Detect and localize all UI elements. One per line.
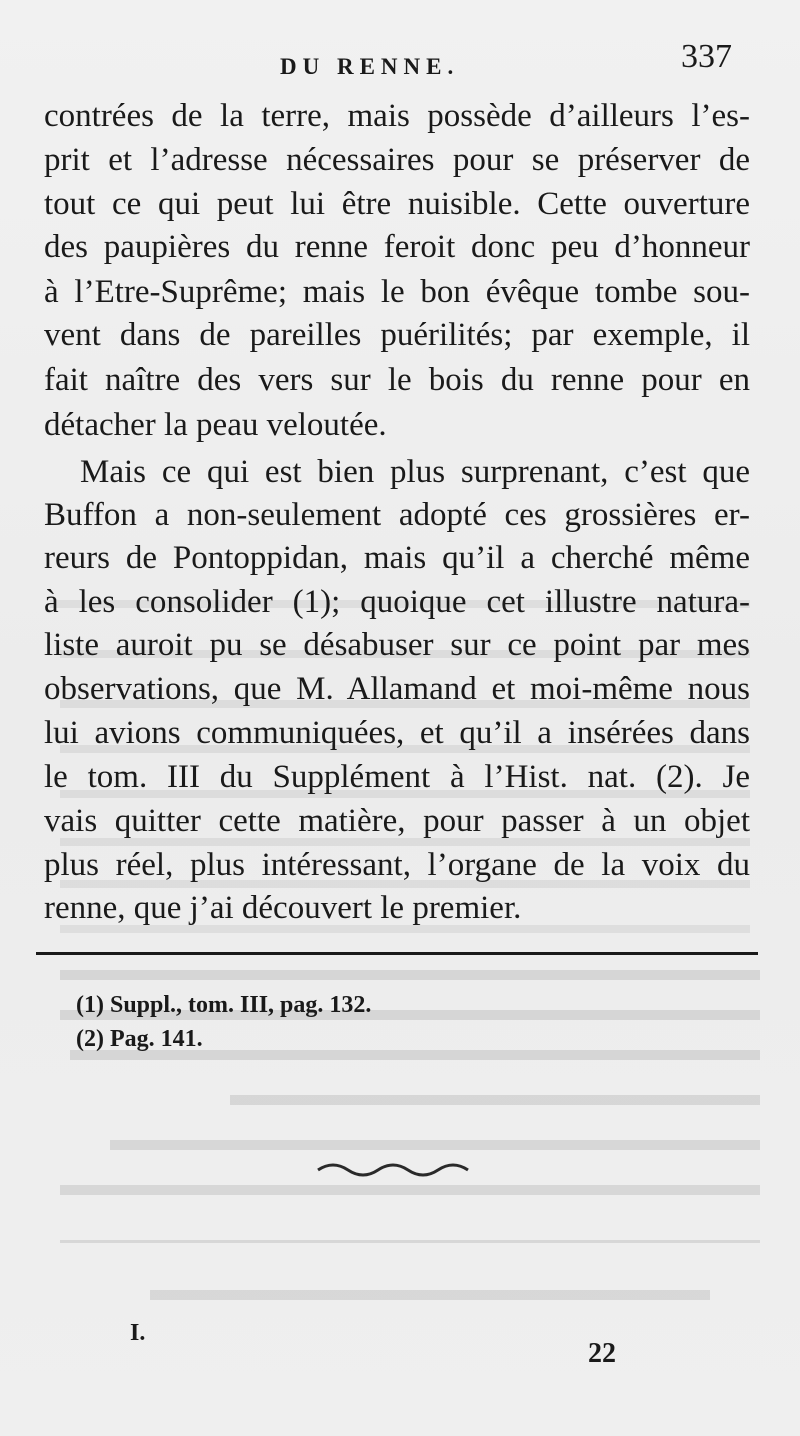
body-line: prit et l’adresse nécessaires pour se préserver de	[44, 142, 750, 178]
footnote-rule	[36, 952, 758, 955]
body-line: vais quitter cette matière, pour passer à un objet	[44, 803, 750, 839]
body-line: à l’Etre-Suprême; mais le bon évêque tombe sou-	[44, 274, 750, 310]
body-line: Buffon a non-seulement adopté ces grossières er-	[44, 497, 750, 533]
paragraph-first-line: Mais ce qui est bien plus surprenant, c’est que	[80, 454, 750, 490]
body-line: fait naître des vers sur le bois du renne pour en	[44, 362, 750, 398]
body-line: reurs de Pontoppidan, mais qu’il a cherché même	[44, 540, 750, 576]
body-line: à les consolider (1); quoique cet illustre natura-	[44, 584, 750, 620]
body-line: tout ce qui peut lui être nuisible. Cette ouverture	[44, 186, 750, 222]
body-line: observations, que M. Allamand et moi-même nous	[44, 671, 750, 707]
body-line: détacher la peau veloutée.	[44, 407, 387, 443]
page-number: 337	[681, 38, 732, 75]
gathering-mark: 22	[588, 1338, 616, 1369]
body-line: lui avions communiquées, et qu’il a insérées dans	[44, 715, 750, 751]
footnote: (2) Pag. 141.	[76, 1026, 203, 1052]
running-head: DU RENNE.	[280, 54, 460, 79]
body-line: contrées de la terre, mais possède d’ailleurs l’es-	[44, 98, 750, 134]
signature-mark: I.	[130, 1320, 146, 1346]
footnote: (1) Suppl., tom. III, pag. 132.	[76, 992, 372, 1018]
body-line: renne, que j’ai découvert le premier.	[44, 890, 522, 926]
body-line: des paupières du renne feroit donc peu d’honneur	[44, 229, 750, 265]
body-line: le tom. III du Supplément à l’Hist. nat. (2). Je	[44, 759, 750, 795]
body-line: liste auroit pu se désabuser sur ce point par mes	[44, 627, 750, 663]
body-line: vent dans de pareilles puérilités; par exemple, il	[44, 317, 750, 353]
body-line: plus réel, plus intéressant, l’organe de la voix du	[44, 847, 750, 883]
